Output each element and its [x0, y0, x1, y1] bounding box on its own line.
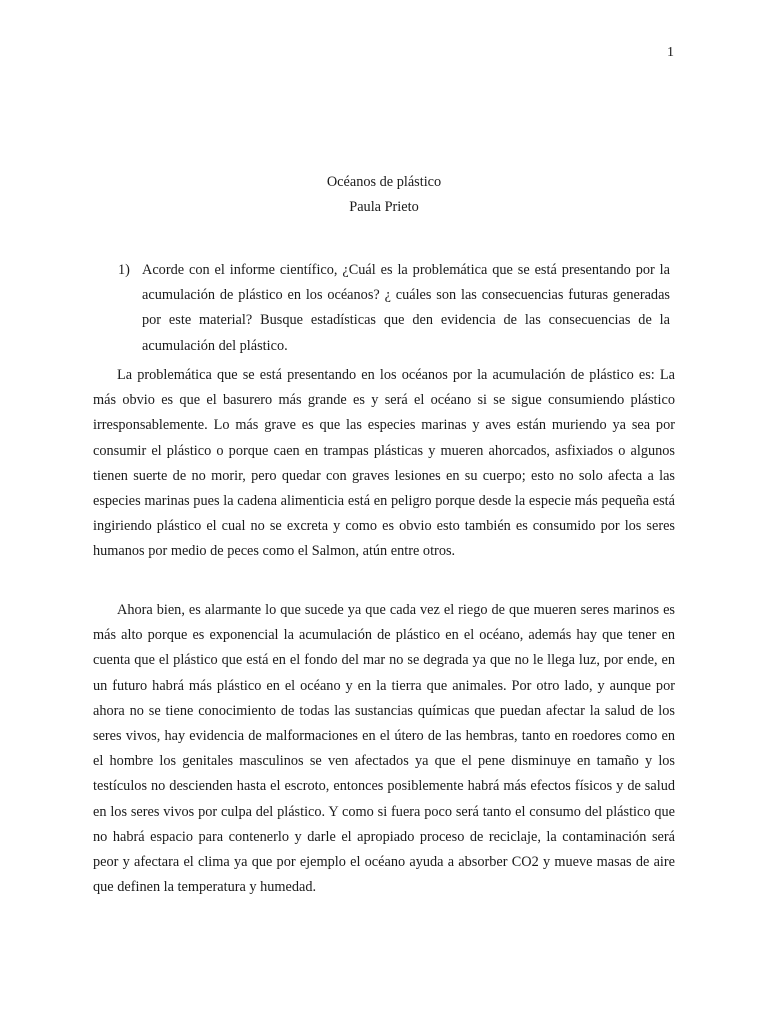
question-number: 1) — [118, 262, 130, 278]
document-title: Océanos de plástico — [326, 174, 442, 190]
body-paragraph-2: Ahora bien, es alarmante lo que sucede ya que cada vez el riego de que mueren seres marinos es más alto porque es exponencial la acumulación de plástico en el océano, además hay que tener en cuenta que el plástico que está en el fondo del mar no se degrada ya que no le llega luz, por ende, en un futuro habrá más plástico en el océano y en la tierra que animales. Por otro lado, y aunque por ahora no se tiene conocimiento de todas las sustancias químicas que puedan afectar la salud de los seres vivos, hay evidencia de malformaciones en el útero de las hembras, tanto en roedores como en el hombre los genitales masculinos se ven afectados ya que el pene disminuye en tamaño y los testículos no descienden hasta el escroto, entonces posiblemente habrá más efectos físicos y de salud en los seres vivos por culpa del plástico. Y como si fuera poco será tanto el consumo del plástico que no habrá espacio para contenerlo y darle el apropiado proceso de reciclaje, la contaminación será peor y afectara el clima ya que por ejemplo el océano ayuda a absorber CO2 y mueve masas de aire que definen la temperatura y humedad. — [93, 602, 675, 896]
body-paragraph-1: La problemática que se está presentando en los océanos por la acumulación de plástico es: La más obvio es que el basurero más grande es y será el océano si se sigue consumiendo plástico irresponsablemente. Lo más grave es que las especies marinas y aves están muriendo ya sea por consumir el plástico o porque caen en trampas plásticas y mueren ahorcados, asfixiados o algunos tienen suerte de no morir, pero quedar con graves lesiones en su cuerpo; esto no solo afecta a las especies marinas pues la cadena alimenticia está en peligro porque desde la especie más pequeña está ingiriendo plástico el cual no se excreta y como es obvio esto también es consumido por los seres humanos por medio de peces como el Salmon, atún entre otros. — [93, 367, 675, 560]
question-text: Acorde con el informe científico, ¿Cuál es la problemática que se está presentando por la acumulación de plástico en los océanos? ¿ cuáles son las consecuencias futuras generadas por este material? Busque estadísticas que den evidencia de las consecuencias de la acumulación del plástico. — [142, 262, 670, 354]
page-number: 1 — [667, 45, 674, 60]
document-author: Paula Prieto — [349, 199, 419, 215]
